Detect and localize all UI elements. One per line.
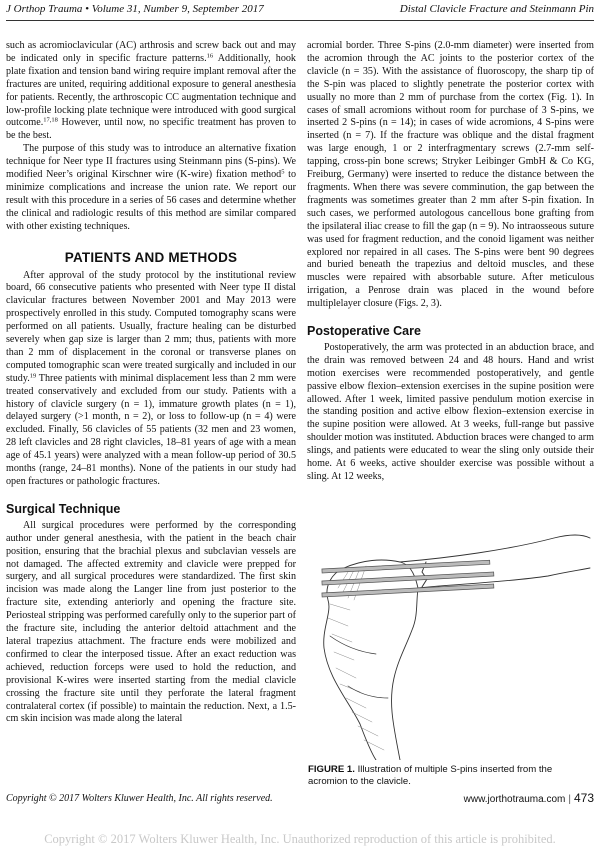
s-pin-illustration (308, 528, 593, 760)
running-title: Distal Clavicle Fracture and Steinmann Pin (399, 3, 594, 15)
intro-paragraph-1: such as acromioclavicular (AC) arthrosis and screw back out and may be indicated only in specific fracture patterns.$^{16}$ Additionally, hook plate fixation and tension band wiring require implant removal after the fractures are united, requiring additional exposure to general anesthesia for patients. Recently, the arthroscopic CC augmentation technique and low-profile locking plate technique were introduced with good surgical outcome.$^{17,18}$ However, until now, no specific treatment has proven to be the best. (6, 40, 296, 142)
footer-separator: | (568, 794, 571, 805)
s-pin (322, 572, 494, 585)
s-pin (322, 584, 494, 597)
footer-copyright: Copyright © 2017 Wolters Kluwer Health, Inc. All rights reserved. (6, 793, 273, 804)
page-footer (6, 791, 594, 807)
methods-paragraph: After approval of the study protocol by the institutional review board, 66 consecutive patients who presented with Neer type II distal clavicular fractures between November 2001 and May 2013 were prospectively enrolled in this study. Computed tomography scans were performed on all patients. Usually, fracture healing can be disturbed severely when gap size is larger than 2 mm; thus, patients with more than 2 mm of displacement in the coronal or transverse planes on computed tomographic scan were treated surgically and included in our study.$^{19}$ Three patients with minimal displacement less than 2 mm were treated conservatively and excluded from our study. Patients with a history of clavicle surgery (n = 1), immature growth plates (n = 1), delayed surgery (>1 month, n = 2), or loss to follow-up (n = 4) were excluded. Finally, 56 clavicles of 55 patients (32 men and 23 women, 28 left clavicles and 28 right clavicles, 18–81 years of age with a mean age of 45.1 years) were analyzed with a mean follow-up period of 30.5 months (range, 24–81 months). None of the patients in our study had open fractures or pathologic fractures. (6, 269, 296, 487)
surgical-paragraph: All surgical procedures were performed by the corresponding author under general anesthesia, with the patient in the beach chair position, ensuring that the brachial plexus and subclavian vessels are not damaged. The affected extremity and clavicle were prepped for surgery, and all surgical procedures were standardized. The first skin incision was made along the Langer line from just posterior to the fracture site, extending anteriorly and opening the fracture site. Periosteal stripping was performed carefully only to the superior part of the fracture site, including the anterior deltoid attachment and the lateral trapezius attachment. The fracture ends were mobilized and confirmed to clear the interposed tissue. After an exact reduction was achieved, reduction forceps were used to hold the reduction, and provisional K-wires were inserted starting from the medial clavicle crossing the fracture site until they perforate the lateral fragment contralateral cortex (if possible) to maintain the reduction. Next, a 1.5-cm skin incision was made along the lateral (6, 519, 296, 725)
figure-caption: FIGURE 1. Illustration of multiple S-pins inserted from the acromion to the clavicle. (308, 764, 553, 787)
citation-ref: 16 (206, 52, 214, 60)
journal-url-link[interactable]: www.jorthotrauma.com (463, 794, 566, 805)
running-header (6, 0, 594, 21)
journal-citation: J Orthop Trauma • Volume 31, Number 9, September 2017 (6, 3, 264, 15)
figure-1 (308, 528, 593, 788)
copyright-watermark: Copyright © 2017 Wolters Kluwer Health, Inc. Unauthorized reproduction of this article is prohibited. (44, 832, 556, 846)
page-number: 473 (573, 791, 594, 805)
citation-ref: 17,18 (43, 116, 58, 124)
clavicle-outline (400, 535, 590, 562)
right-column (307, 40, 594, 484)
left-column (6, 40, 296, 726)
scapula-outline (392, 588, 418, 760)
s-pins (322, 560, 494, 597)
citation-ref: 5 (281, 168, 285, 176)
citation-ref: 19 (29, 372, 37, 380)
subsection-heading-postoperative-care: Postoperative Care (307, 324, 421, 339)
subsection-heading-surgical-technique: Surgical Technique (6, 501, 121, 516)
surgical-paragraph-continued: acromial border. Three S-pins (2.0-mm diameter) were inserted from the acromion through the AC joints to the posterior cortex of the clavicle (n = 35). With the assistance of fluoroscopy, the sharp tip of the S-pin was placed to slightly penetrate the posterior cortex with usually no more than 2 mm of purchase from the cortex (Fig. 1). In cases of small acromions without room for purchase of 3 S-pins, we inserted 2 S-pins (n = 14); in cases of wide acromions, 4 S-pins were inserted (n = 7). If the fracture was oblique and the distal fragment was large enough, 1 or 2 interfragmentary screws (2.7-mm self-tapping, cross-pin bone screws; Stryker Leibinger GmbH & Co KG, Freiburg, Germany) were inserted to reduce the distance between the fragments. When there was severe comminution, the gap between the fragments was sometimes greater than 2 mm after S-pin fixation. In such cases, we performed autologous cancellous bone grafting from the ipsilateral iliac crease to fill the gap (n = 9). No intraosseous suture was used for fragment reduction, and the conoid ligament was neither explored nor repaired in all cases. The S-pins were bent 90 degrees and buried beneath the trapezius and deltoid muscles, and these muscles were repaired with absorbable suture. After meticulous irrigation, a Penrose drain was placed in the wound before multiplelayer closure (Figs. 2, 3). (307, 40, 594, 310)
postop-paragraph: Postoperatively, the arm was protected in an abduction brace, and the drain was removed between 24 and 48 hours. Hand and wrist motion exercises were recommended postoperatively, and gentle passive elbow flexion–extension exercises in the supine position were allowed. After 1 week, limited passive pendulum motion exercise in the standing position and active elbow flexion–extension exercise in the supine position were allowed. At 3 weeks, full-range but passive shoulder motion was instituted. Abduction braces were changed to arm slings, and patients were educated to wear the sling only outside their home. At 6 weeks, active shoulder exercise was possible without a sling. At 12 weeks, (307, 341, 594, 482)
intro-paragraph-2: The purpose of this study was to introduce an alternative fixation technique for Neer type II fractures using Steinmann pins (S-pins). We modified Neer’s original Kirschner wire (K-wire) fixation method$^5$ to minimize complications and increase the union rate. We report our result with this procedure in a series of 56 cases and determine whether the clinical and radiologic results of this method are similar compared with other existing techniques. (6, 143, 297, 232)
section-heading-methods: PATIENTS AND METHODS (64, 249, 238, 265)
